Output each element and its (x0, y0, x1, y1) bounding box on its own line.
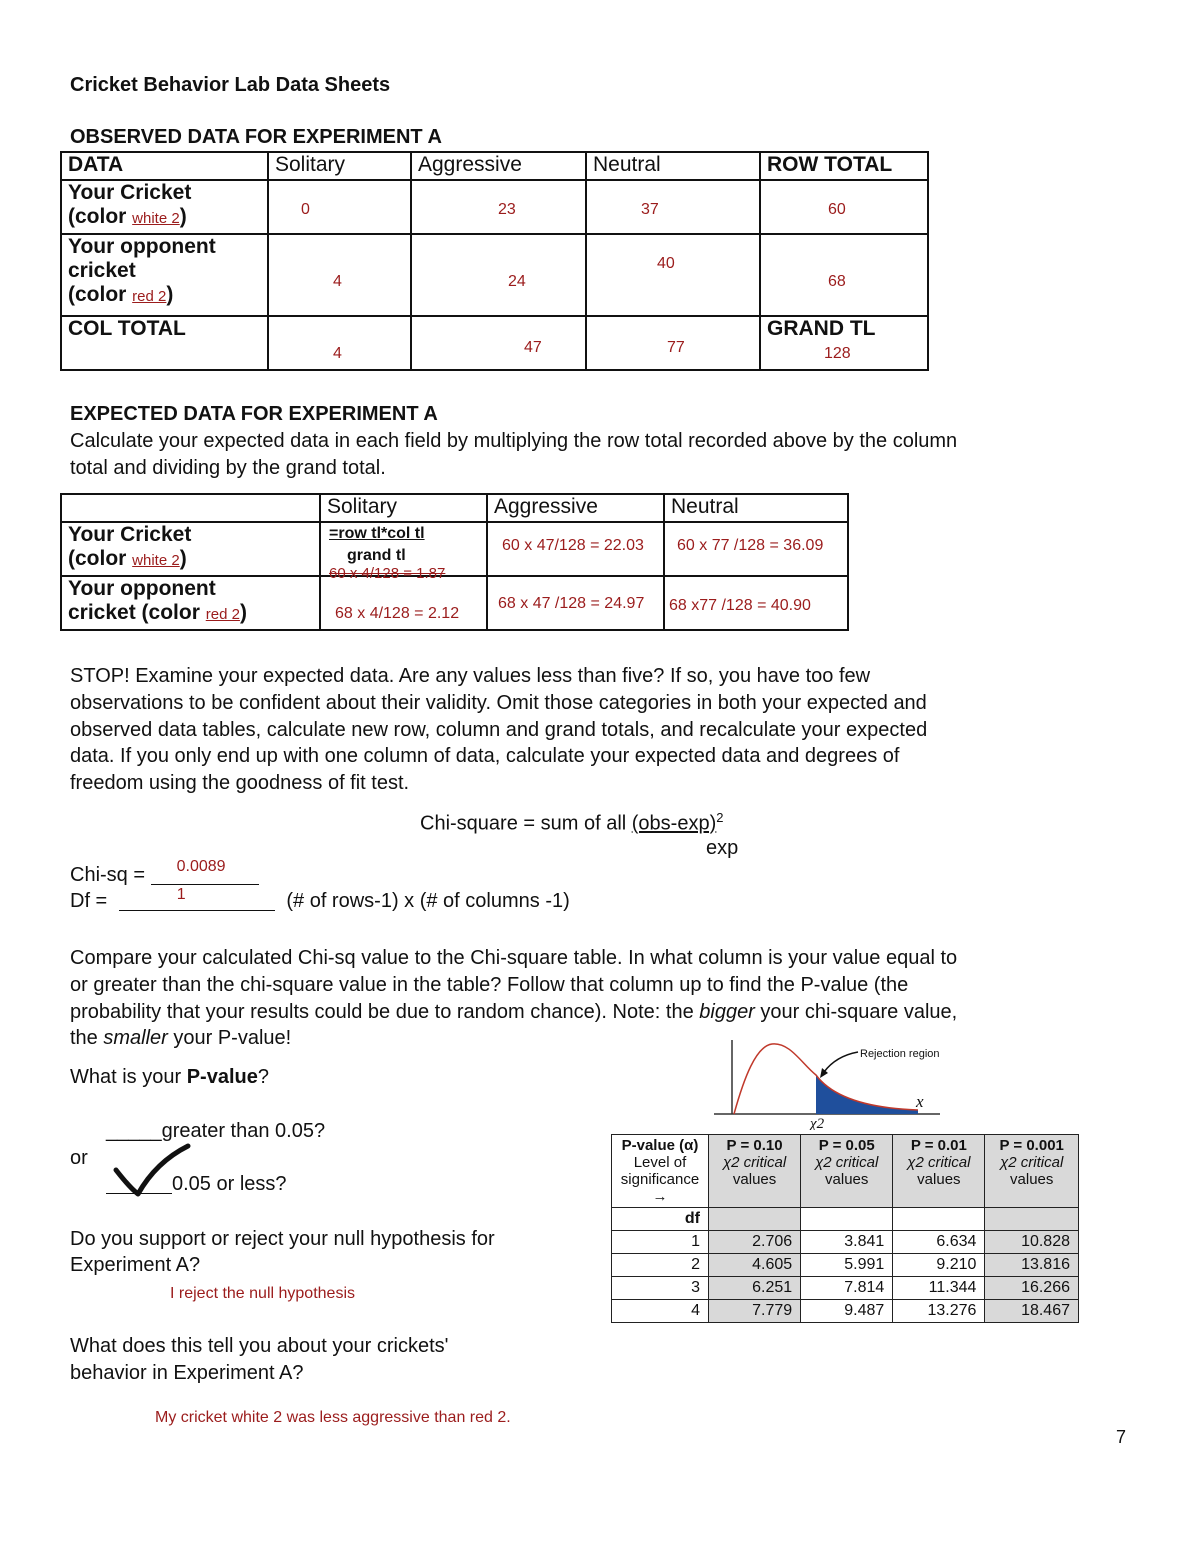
cell-value: 60 x 4/128 = 1.87 (329, 565, 446, 582)
cell-value: 4 (333, 273, 342, 290)
table-row (61, 180, 928, 234)
support-question-1: Do you support or reject your null hypothesis for (70, 1228, 495, 1250)
chisq-line: Chi-sq = 0.0089 (70, 864, 259, 887)
expected-instructions-2: total and dividing by the grand total. (70, 457, 386, 479)
cell-value: 24 (508, 273, 526, 290)
cell-value: 23 (498, 201, 516, 218)
table-row (61, 576, 848, 630)
cell-value: 68 x 47 /128 = 24.97 (498, 595, 645, 612)
rejection-region-label: Rejection region (860, 1048, 940, 1060)
expected-heading: EXPECTED DATA FOR EXPERIMENT A (70, 403, 438, 425)
table-row: 2 4.605 5.991 9.210 13.816 (612, 1254, 1079, 1277)
formula-denominator: exp (706, 837, 739, 859)
chi-square-table (611, 1134, 1079, 1323)
cell-value: 40 (657, 255, 675, 272)
tell-question-2: behavior in Experiment A? (70, 1362, 304, 1384)
cell-value: 4 (333, 345, 342, 362)
row-label-your-cricket: Your Cricket (color white 2) (61, 522, 320, 576)
col-header-neutral: Neutral (664, 494, 848, 522)
cell-value: 68 (828, 273, 846, 290)
expected-instructions-1: Calculate your expected data in each field by multiplying the row total recorded above by the column (70, 430, 958, 452)
handwritten-color: red 2 (132, 288, 167, 305)
cell-value: 0 (301, 201, 310, 218)
row-label-opponent: Your opponent cricket (color red 2) (61, 234, 268, 316)
page-number: 7 (1116, 1427, 1127, 1447)
handwritten-color: white 2 (132, 210, 180, 227)
pvalue-question: What is your P-value? (70, 1066, 269, 1088)
x-axis-label: x (916, 1092, 924, 1111)
compare-paragraph: Compare your calculated Chi-sq value to the Chi-square table. In what column is your value equal to or greater than the chi-square value in the table? Follow that column up to find the P-value (the probability that your results could be due to random chance). Note: the bigger your chi-square value, the smaller your P-value! (70, 947, 958, 1050)
df-line: Df = 1 (# of rows-1) x (# of columns -1) (70, 886, 570, 912)
formula-top: =row tl*col tl (329, 525, 425, 542)
grand-total-label: GRAND TL (767, 317, 876, 340)
option-greater: _____greater than 0.05? (106, 1120, 326, 1142)
chi-label: χ2 (810, 1116, 825, 1130)
support-answer: I reject the null hypothesis (170, 1285, 355, 1302)
df-header: df (612, 1208, 709, 1231)
table-row (61, 316, 928, 370)
grand-total-value: 128 (824, 345, 851, 362)
table-row (61, 152, 928, 180)
stop-paragraph: STOP! Examine your expected data. Are any values less than five? If so, you have too few observations to be confident about their validity. Omit those categories in both your expected and observed data tables, calculate new row, column and grand totals, and recalculate your expected data. If you only end up with one column of data, calculate your expected data and degrees of freedom using the goodness of fit test. (70, 665, 928, 795)
cell-value: 60 x 47/128 = 22.03 (502, 537, 644, 554)
table-row (61, 494, 848, 522)
cell-value: 68 x 4/128 = 2.12 (335, 605, 460, 622)
table-row: 4 7.779 9.487 13.276 18.467 (612, 1300, 1079, 1323)
table-row: 3 6.251 7.814 11.344 16.266 (612, 1277, 1079, 1300)
cell-value: 47 (524, 339, 542, 356)
col-header-solitary: Solitary (320, 494, 487, 522)
table-row (61, 522, 848, 576)
chi-square-graph (710, 1038, 950, 1130)
observed-table (60, 151, 929, 371)
handwritten-color: white 2 (132, 552, 180, 569)
table-row: 1 2.706 3.841 6.634 10.828 (612, 1231, 1079, 1254)
page-title: Cricket Behavior Lab Data Sheets (70, 74, 391, 96)
cell-value: 60 (828, 201, 846, 218)
support-question-2: Experiment A? (70, 1254, 201, 1276)
col-header-aggressive: Aggressive (487, 494, 664, 522)
col-header-neutral: Neutral (586, 152, 760, 180)
cell-value: 37 (641, 201, 659, 218)
col-header-data: DATA (61, 152, 268, 180)
col-header-solitary: Solitary (268, 152, 411, 180)
option-less: 0.05 or less? (106, 1173, 287, 1196)
row-label-your-cricket: Your Cricket (color white 2) (61, 180, 268, 234)
formula-bottom: grand tl (347, 547, 406, 564)
cell-value: 68 x77 /128 = 40.90 (669, 597, 811, 614)
col-header-row-total: ROW TOTAL (760, 152, 928, 180)
checkmark-icon (112, 1142, 194, 1200)
col-header-blank (61, 494, 320, 522)
col-header-aggressive: Aggressive (411, 152, 586, 180)
cell-value: 77 (667, 339, 685, 356)
df-value: 1 (176, 886, 186, 903)
row-label-opponent: Your opponent cricket (color red 2) (61, 576, 320, 630)
table-row (612, 1208, 1079, 1231)
observed-heading: OBSERVED DATA FOR EXPERIMENT A (70, 126, 442, 148)
chi-square-formula: Chi-square = sum of all $(obs-\exp)^2$ (420, 810, 724, 835)
tell-question-1: What does this tell you about your crickets' (70, 1335, 449, 1357)
row-label-col-total: COL TOTAL (61, 316, 268, 370)
tell-answer: My cricket white 2 was less aggressive than red 2. (155, 1409, 511, 1426)
table-row (61, 234, 928, 316)
cell-value: 60 x 77 /128 = 36.09 (677, 537, 824, 554)
expected-table (60, 493, 849, 631)
table-row: P-value (α) Level of significance → P = 0.10 χ2 critical values P = 0.05 χ2 critical values P = 0.01 χ2 critical values P = 0.001 χ2 critical values (612, 1135, 1079, 1208)
chisq-value: 0.0089 (176, 858, 226, 875)
or-label: or (70, 1147, 88, 1169)
handwritten-color: red 2 (205, 606, 240, 623)
